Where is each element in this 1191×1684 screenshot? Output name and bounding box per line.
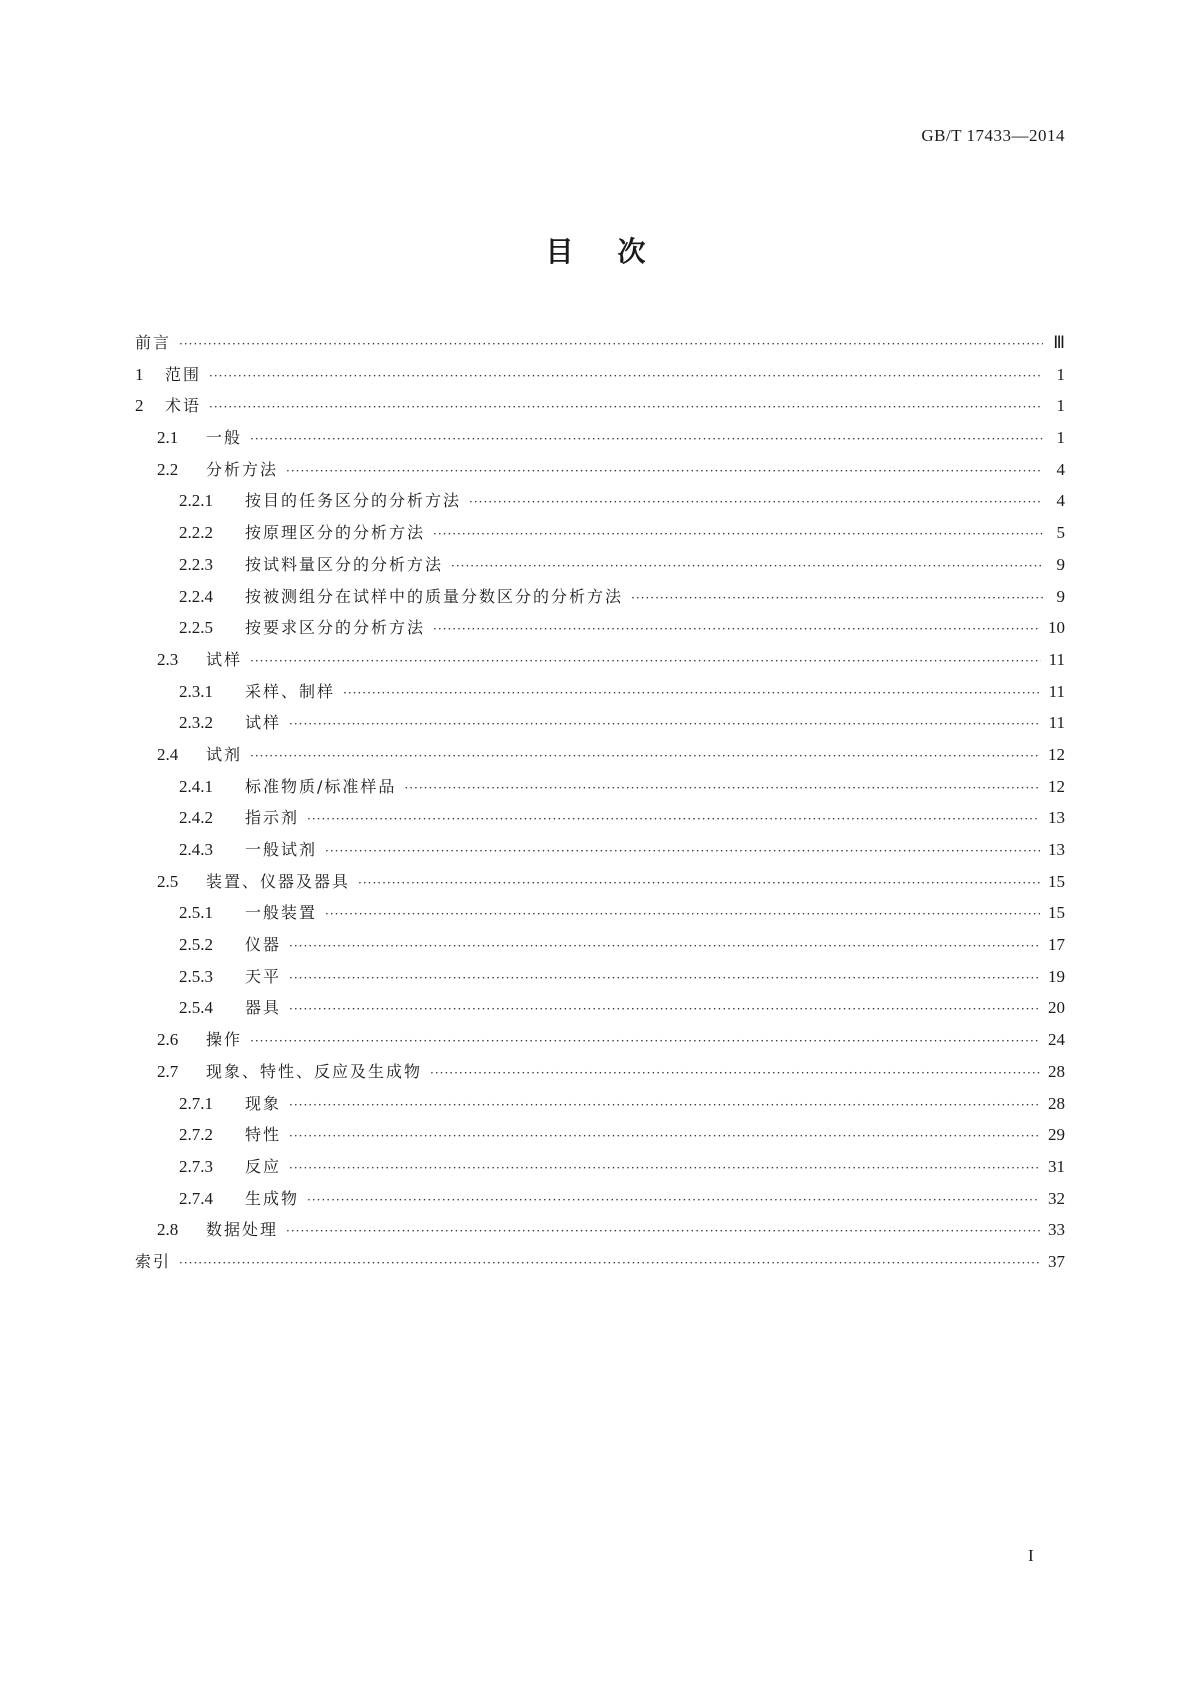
toc-entry[interactable] (135, 488, 1065, 520)
toc-entry-page: 11 (1048, 649, 1065, 669)
toc-entry-number: 2.3.1 (179, 681, 213, 701)
toc-entry-number: 2.2.3 (179, 554, 213, 574)
dot-leader (250, 1034, 1040, 1048)
toc-entry[interactable] (135, 964, 1065, 996)
toc-entry-number: 2.7.4 (179, 1188, 213, 1208)
dot-leader (209, 369, 1043, 383)
toc-entry-label: 按目的任务区分的分析方法 (245, 491, 462, 511)
toc-entry[interactable] (135, 932, 1065, 964)
toc-entry[interactable] (135, 742, 1065, 774)
toc-entry-label: 按被测组分在试样中的质量分数区分的分析方法 (245, 586, 624, 606)
toc-entry[interactable] (135, 710, 1065, 742)
toc-entry-label: 特性 (245, 1125, 282, 1145)
toc-entry-label: 试剂 (206, 744, 243, 764)
toc-entry-number: 2.7 (157, 1061, 179, 1081)
table-of-contents (135, 330, 1065, 1281)
toc-entry-label: 分析方法 (206, 459, 279, 479)
toc-entry-number: 2.7.2 (179, 1125, 213, 1145)
toc-entry-label: 按试料量区分的分析方法 (245, 554, 444, 574)
dot-leader (430, 1066, 1040, 1080)
dot-leader (179, 1256, 1040, 1270)
toc-entry-number: 2.5 (157, 871, 179, 891)
toc-entry[interactable] (135, 615, 1065, 647)
toc-entry-label: 仪器 (245, 935, 282, 955)
toc-entry[interactable] (135, 330, 1065, 362)
toc-entry-number: 2.2.1 (179, 491, 213, 511)
dot-leader (289, 1098, 1040, 1112)
toc-entry-number: 1 (135, 364, 144, 384)
toc-entry[interactable] (135, 679, 1065, 711)
dot-leader (289, 1129, 1040, 1143)
dot-leader (289, 1002, 1040, 1016)
toc-entry-label: 数据处理 (206, 1220, 279, 1240)
toc-entry-number: 2.5.1 (179, 903, 213, 923)
toc-entry[interactable] (135, 425, 1065, 457)
toc-entry-page: 11 (1048, 681, 1065, 701)
dot-leader (358, 876, 1040, 890)
toc-entry-number: 2.1 (157, 428, 179, 448)
dot-leader (325, 844, 1040, 858)
toc-entry-number: 2.8 (157, 1220, 179, 1240)
toc-entry-number: 2.5.3 (179, 966, 213, 986)
dot-leader (433, 622, 1040, 636)
toc-entry[interactable] (135, 774, 1065, 806)
toc-entry-label: 生成物 (245, 1188, 300, 1208)
dot-leader (469, 495, 1043, 509)
toc-entry-number: 2.4 (157, 744, 179, 764)
dot-leader (631, 591, 1043, 605)
dot-leader (307, 812, 1040, 826)
toc-entry-page: 29 (1048, 1125, 1065, 1145)
dot-leader (286, 464, 1043, 478)
toc-entry-page: 12 (1048, 744, 1065, 764)
toc-entry-page: 24 (1048, 1030, 1065, 1050)
toc-entry[interactable] (135, 900, 1065, 932)
dot-leader (289, 971, 1040, 985)
toc-entry-page: 32 (1048, 1188, 1065, 1208)
dot-leader (451, 559, 1043, 573)
toc-entry-number: 2.2 (157, 459, 179, 479)
toc-entry-label: 按要求区分的分析方法 (245, 618, 426, 638)
dot-leader (343, 686, 1041, 700)
toc-entry-label: 装置、仪器及器具 (206, 871, 351, 891)
toc-entry-page: 15 (1048, 903, 1065, 923)
toc-entry-label: 一般 (206, 428, 243, 448)
toc-entry-page: 17 (1048, 935, 1065, 955)
toc-entry-page: 28 (1048, 1061, 1065, 1081)
toc-entry-label: 标准物质/标准样品 (245, 776, 397, 796)
toc-entry-page: 19 (1048, 966, 1065, 986)
page-title: 目次 (545, 235, 690, 268)
toc-entry[interactable] (135, 1091, 1065, 1123)
toc-entry[interactable] (135, 393, 1065, 425)
toc-entry-page: 20 (1048, 998, 1065, 1018)
dot-leader (209, 400, 1043, 414)
toc-entry-label: 试样 (206, 649, 243, 669)
toc-entry-number: 2.5.4 (179, 998, 213, 1018)
toc-entry[interactable] (135, 552, 1065, 584)
toc-entry-label: 指示剂 (245, 808, 300, 828)
toc-entry[interactable] (135, 457, 1065, 489)
toc-entry-label: 现象、特性、反应及生成物 (206, 1061, 423, 1081)
toc-entry-number: 2.5.2 (179, 935, 213, 955)
toc-entry-number: 2.2.4 (179, 586, 213, 606)
toc-entry-page: 15 (1048, 871, 1065, 891)
toc-entry-number: 2.6 (157, 1030, 179, 1050)
toc-entry-page: 13 (1048, 808, 1065, 828)
dot-leader (250, 749, 1040, 763)
toc-entry-page: 5 (1056, 523, 1065, 543)
toc-entry-number: 2.2.2 (179, 523, 213, 543)
toc-entry-page: 11 (1048, 713, 1065, 733)
toc-entry[interactable] (135, 520, 1065, 552)
toc-entry-number: 2.3.2 (179, 713, 213, 733)
toc-entry-label: 采样、制样 (245, 681, 336, 701)
toc-entry-label: 一般试剂 (245, 840, 318, 859)
toc-entry[interactable] (135, 1186, 1065, 1218)
toc-entry-number: 2 (135, 396, 144, 416)
toc-entry-page: 13 (1048, 840, 1065, 859)
toc-entry[interactable] (135, 362, 1065, 394)
toc-entry-page: 12 (1048, 776, 1065, 796)
toc-entry[interactable] (135, 995, 1065, 1027)
dot-leader (433, 527, 1043, 541)
dot-leader (289, 717, 1041, 731)
toc-entry-label: 一般装置 (245, 903, 318, 923)
toc-entry-number: 2.7.1 (179, 1093, 213, 1113)
toc-entry[interactable] (135, 869, 1065, 901)
toc-entry-label: 器具 (245, 998, 282, 1018)
dot-leader (286, 1224, 1040, 1238)
toc-entry-page: 33 (1048, 1220, 1065, 1240)
toc-entry-label: 范围 (165, 364, 202, 384)
toc-entry[interactable] (135, 1059, 1065, 1091)
toc-entry[interactable] (135, 805, 1065, 837)
toc-entry[interactable] (135, 837, 1065, 869)
toc-entry-number: 2.7.3 (179, 1156, 213, 1176)
toc-entry-page: 1 (1056, 364, 1065, 384)
toc-entry-label: 天平 (245, 966, 282, 986)
toc-entry-label: 术语 (165, 396, 202, 416)
toc-entry-number: 2.2.5 (179, 618, 213, 638)
page-number: I (1028, 1546, 1034, 1565)
toc-entry-label: 按原理区分的分析方法 (245, 523, 426, 543)
dot-leader (404, 781, 1040, 795)
toc-entry-page: 9 (1056, 586, 1065, 606)
toc-entry-label: 试样 (245, 713, 282, 733)
toc-entry-page: 4 (1056, 491, 1065, 511)
toc-entry-page: 9 (1056, 554, 1065, 574)
toc-entry-label: 反应 (245, 1156, 282, 1176)
toc-entry-page: 37 (1048, 1251, 1065, 1271)
dot-leader (179, 337, 1043, 351)
dot-leader (250, 654, 1041, 668)
toc-entry[interactable] (135, 584, 1065, 616)
toc-entry[interactable] (135, 1249, 1065, 1281)
dot-leader (250, 432, 1043, 446)
toc-entry-page: 1 (1056, 428, 1065, 448)
toc-entry-number: 2.4.3 (179, 840, 213, 859)
toc-entry[interactable] (135, 1217, 1065, 1249)
toc-entry[interactable] (135, 1122, 1065, 1154)
toc-entry-label: 索引 (135, 1251, 172, 1271)
toc-entry-page: Ⅲ (1053, 333, 1065, 352)
toc-entry[interactable] (135, 1154, 1065, 1186)
dot-leader (307, 1193, 1040, 1207)
dot-leader (325, 907, 1040, 921)
toc-entry-number: 2.4.1 (179, 776, 213, 796)
toc-entry[interactable] (135, 1027, 1065, 1059)
dot-leader (289, 939, 1040, 953)
toc-entry-number: 2.4.2 (179, 808, 213, 828)
toc-entry-number: 2.3 (157, 649, 179, 669)
toc-entry-label: 现象 (245, 1093, 282, 1113)
toc-entry-label: 前言 (135, 333, 172, 352)
toc-entry-page: 31 (1048, 1156, 1065, 1176)
toc-entry-page: 28 (1048, 1093, 1065, 1113)
toc-entry[interactable] (135, 647, 1065, 679)
standard-code-header: GB/T 17433—2014 (921, 126, 1065, 145)
toc-entry-label: 操作 (206, 1030, 243, 1050)
toc-entry-page: 10 (1048, 618, 1065, 638)
toc-entry-page: 4 (1056, 459, 1065, 479)
dot-leader (289, 1161, 1040, 1175)
toc-entry-page: 1 (1056, 396, 1065, 416)
